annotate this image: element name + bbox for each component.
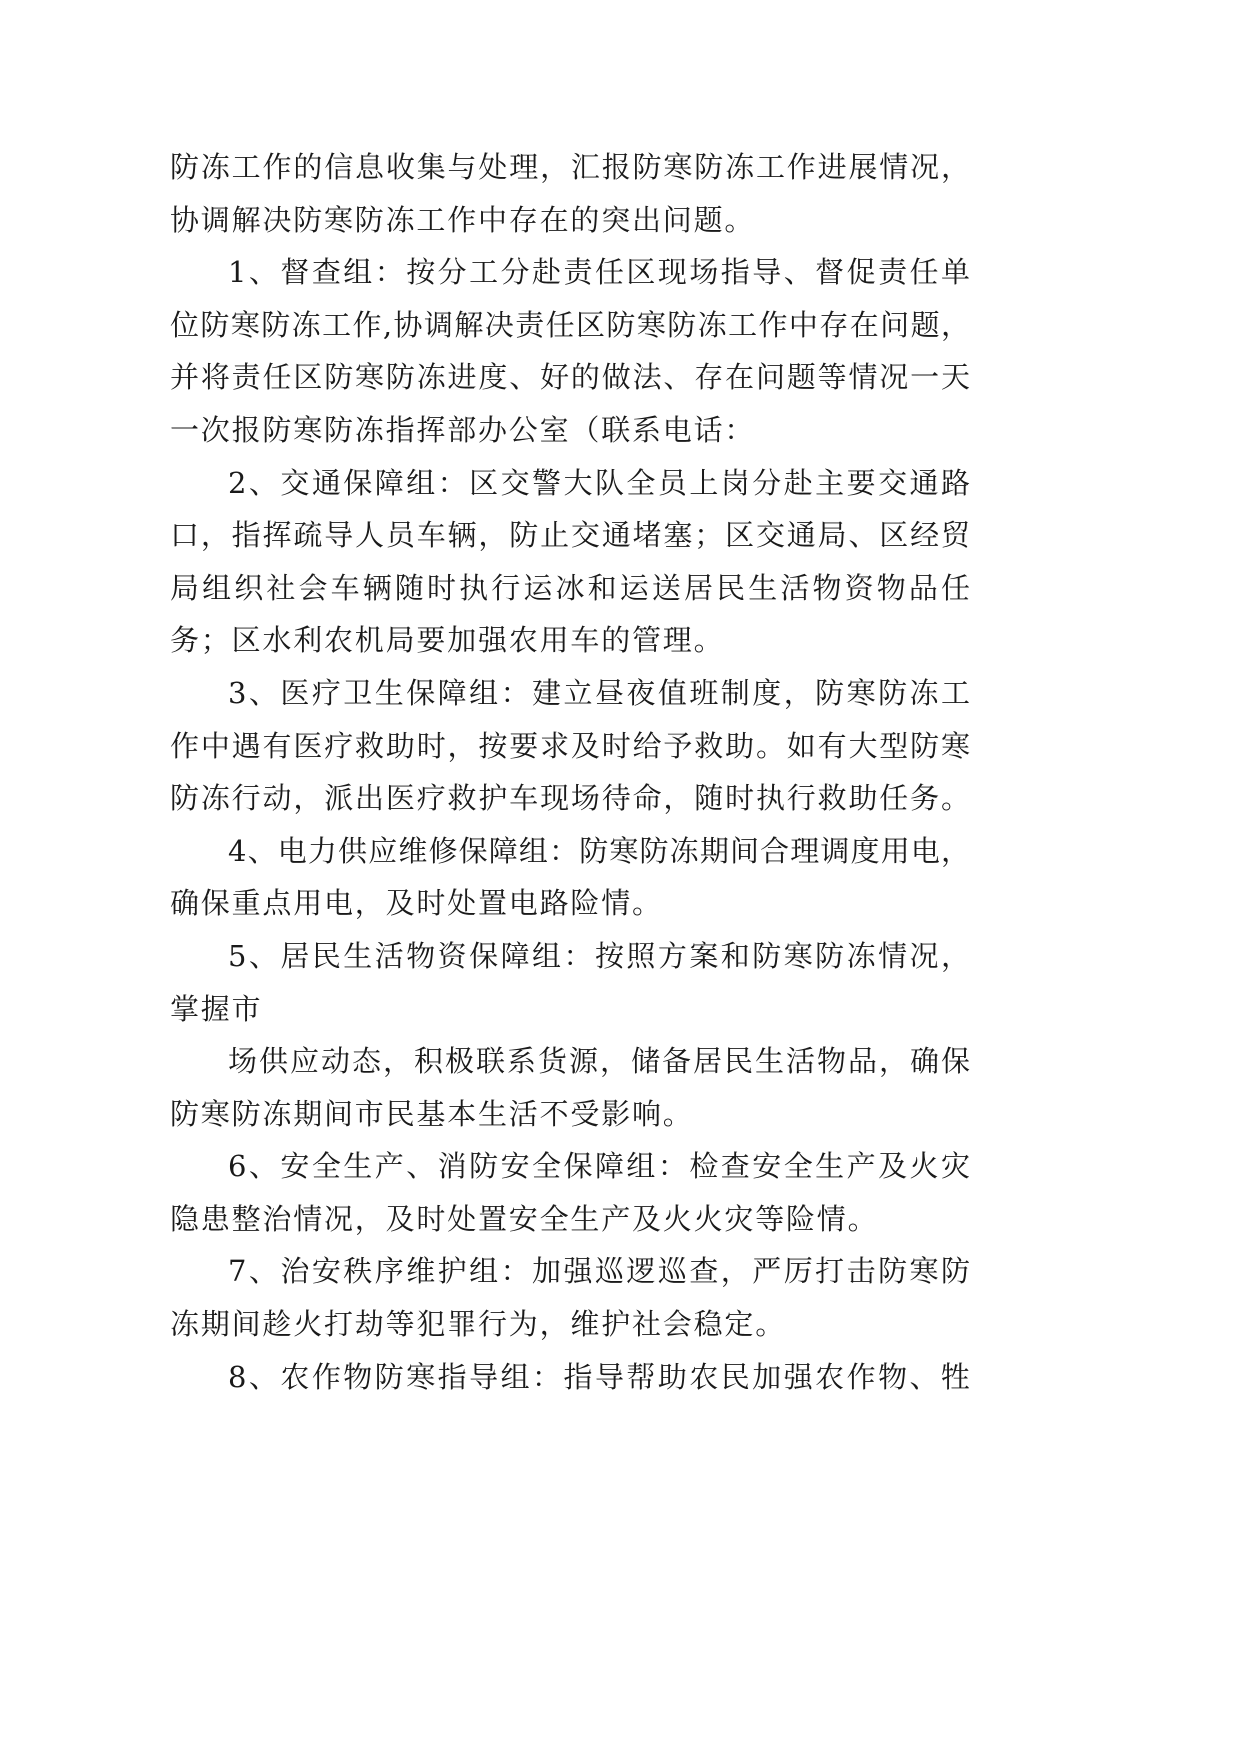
- text-line: 局组织社会车辆随时执行运冰和运送居民生活物资物品任: [170, 570, 970, 605]
- text-line-paragraph-start: 2、交通保障组：区交警大队全员上岗分赴主要交通路: [228, 465, 970, 500]
- text-line: 防冻行动，派出医疗救护车现场待命，随时执行救助任务。: [170, 781, 970, 816]
- text-line: 隐患整治情况，及时处置安全生产及火火灾等险情。: [170, 1201, 879, 1236]
- text-line-paragraph-start: 8、农作物防寒指导组：指导帮助农民加强农作物、牲: [228, 1359, 970, 1394]
- text-line-paragraph-start: 6、安全生产、消防安全保障组：检查安全生产及火灾: [228, 1149, 970, 1184]
- text-line: 务；区水利农机局要加强农用车的管理。: [170, 623, 725, 658]
- text-line: 确保重点用电，及时处置电路险情。: [170, 886, 663, 921]
- text-line: 并将责任区防寒防冻进度、好的做法、存在问题等情况一天: [170, 360, 970, 395]
- text-line: 口，指挥疏导人员车辆，防止交通堵塞；区交通局、区经贸: [170, 518, 970, 553]
- text-line: 冻期间趁火打劫等犯罪行为，维护社会稳定。: [170, 1307, 787, 1342]
- text-line: 一次报防寒防冻指挥部办公室（联系电话：: [170, 412, 756, 447]
- text-line: 掌握市: [170, 991, 263, 1026]
- text-line-paragraph-start: 3、医疗卫生保障组：建立昼夜值班制度，防寒防冻工: [228, 675, 970, 710]
- text-line-paragraph-start: 5、居民生活物资保障组：按照方案和防寒防冻情况，: [228, 938, 970, 973]
- text-line-paragraph-start: 1、督查组：按分工分赴责任区现场指导、督促责任单: [228, 255, 970, 290]
- text-line: 位防寒防冻工作,协调解决责任区防寒防冻工作中存在问题，: [170, 307, 970, 342]
- text-line: 作中遇有医疗救助时，按要求及时给予救助。如有大型防寒: [170, 728, 970, 763]
- text-line-paragraph-start: 场供应动态，积极联系货源，储备居民生活物品，确保: [228, 1044, 970, 1079]
- text-line: 协调解决防寒防冻工作中存在的突出问题。: [170, 202, 756, 237]
- text-line-paragraph-start: 7、治安秩序维护组：加强巡逻巡查，严厉打击防寒防: [228, 1254, 970, 1289]
- body-text: [170, 141, 970, 1403]
- text-line: 防寒防冻期间市民基本生活不受影响。: [170, 1096, 694, 1131]
- text-line-paragraph-start: 4、电力供应维修保障组：防寒防冻期间合理调度用电，: [228, 833, 970, 868]
- text-line: 防冻工作的信息收集与处理，汇报防寒防冻工作进展情况，: [170, 150, 970, 184]
